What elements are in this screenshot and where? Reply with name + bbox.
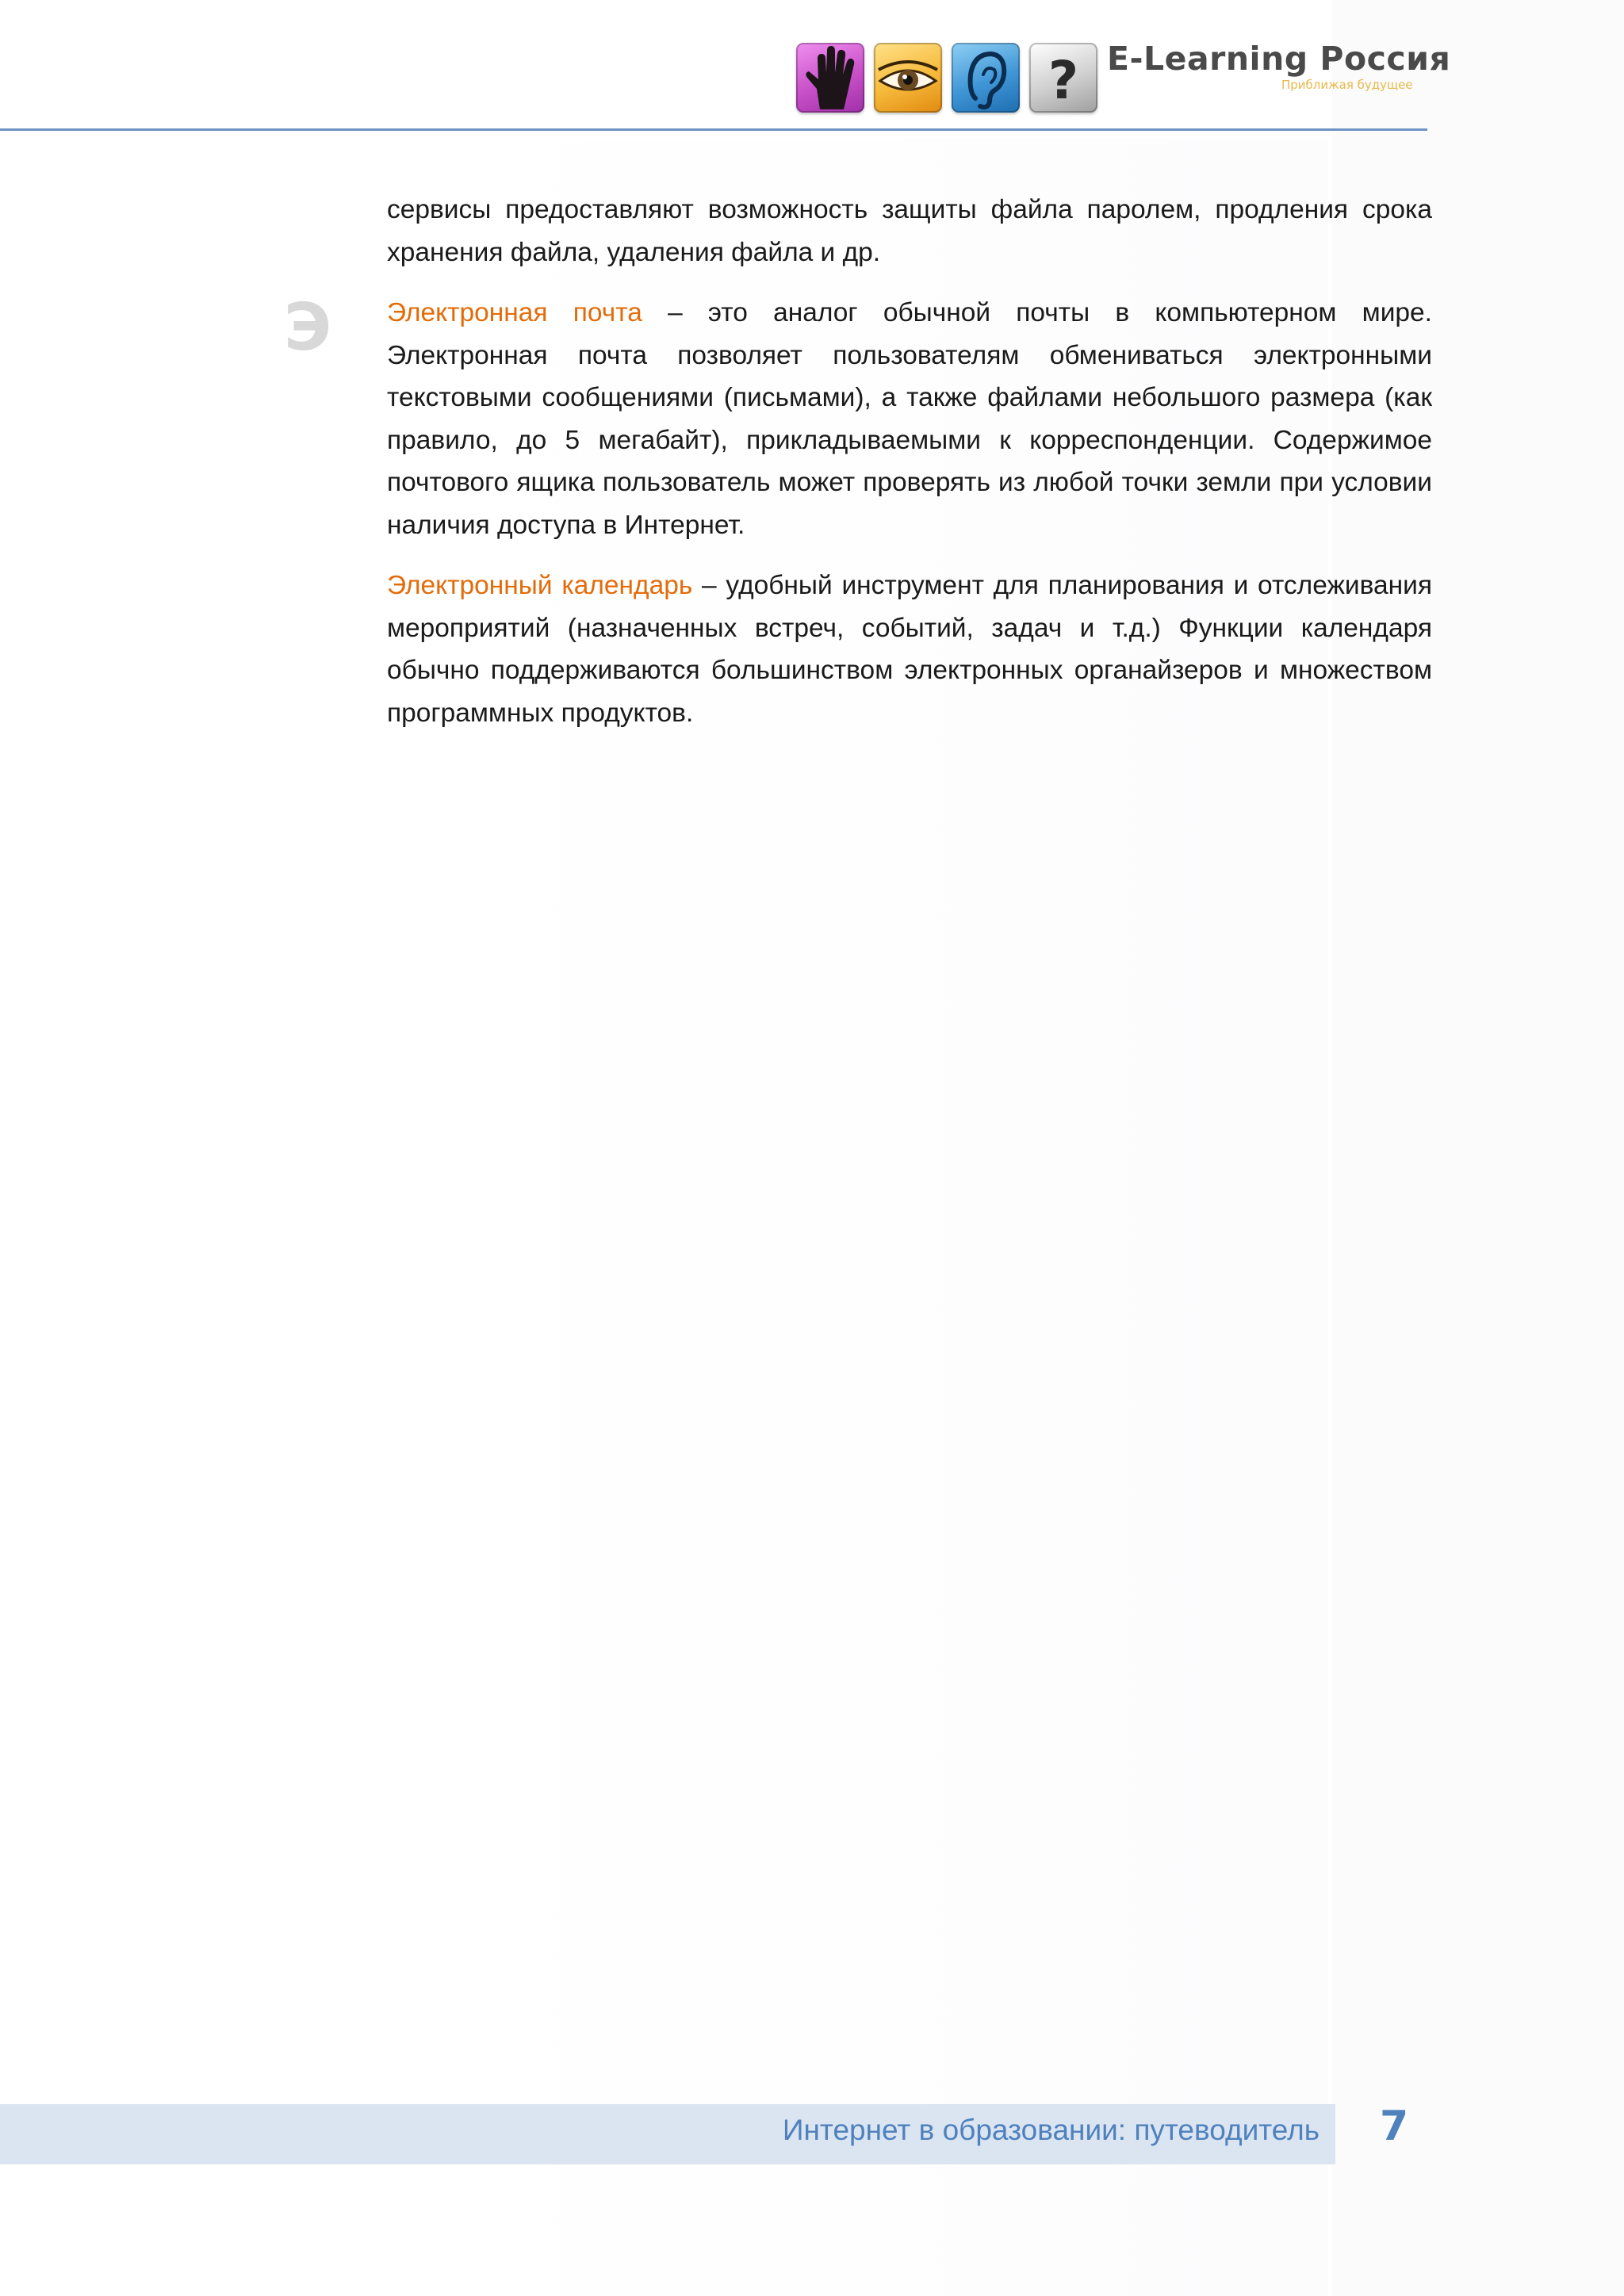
term-calendar: Электронный календарь [387,571,693,600]
margin-letter: Э [284,290,332,365]
footer-band [0,2104,1335,2164]
page-number: 7 [1380,2103,1409,2150]
brand-name: E-Learning Россия [1107,40,1451,78]
brand-tagline: Приближая будущее [1281,78,1413,92]
paragraph-email [387,292,1432,546]
hand-icon [796,43,864,113]
brand-logo [796,40,1451,116]
paragraph-text: – удобный инструмент для планирования и отслеживания мероприятий (назначенных встреч, событий, задач и т.д.) Функции календаря обычно поддерживаются большинством электронных органайзеров и множеством программных продуктов. [387,571,1432,728]
paragraph-text: сервисы предоставляют возможность защиты файла паролем, продления срока хранения файла, удаления файла и др. [387,195,1432,267]
document-body [387,189,1432,752]
paragraph-calendar [387,564,1432,734]
question-mark-icon [1029,43,1097,113]
paragraph-file-services [387,189,1432,274]
eye-icon [874,43,942,113]
term-email: Электронная почта [387,298,642,327]
header-rule [0,128,1427,131]
ear-icon [952,43,1020,113]
svg-text:?: ? [1048,50,1079,111]
footer-title: Интернет в образовании: путеводитель [782,2114,1320,2146]
paragraph-text: – это аналог обычной почты в компьютерном мире. Электронная почта позволяет пользователям обмениваться электронными текстовыми сообщениями (письмами), а также файлами небольшого размера (как правило, до 5 мегабайт), прикладываемыми к корреспонденции. Содержимое почтового ящика пользователь может проверять из любой точки земли при условии наличия доступа в Интернет. [387,298,1432,540]
